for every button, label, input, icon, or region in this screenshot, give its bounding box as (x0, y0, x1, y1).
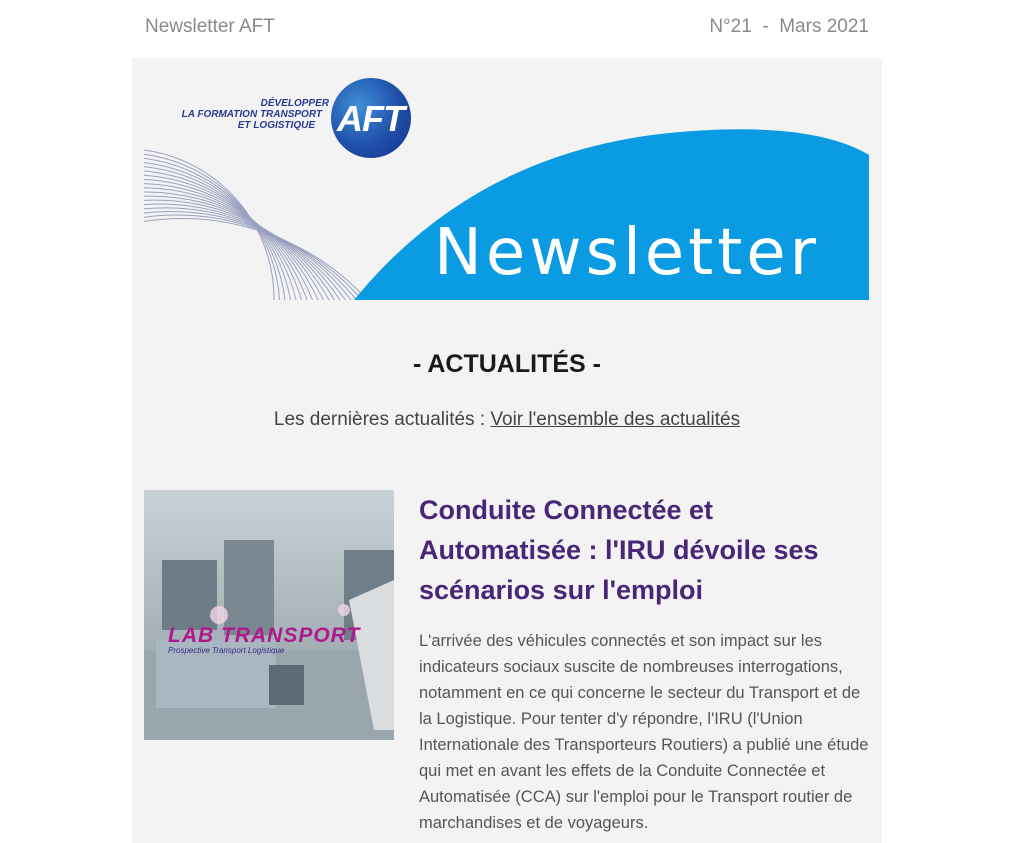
arc-line (144, 212, 357, 300)
intro-text: Les dernières actualités : (273, 409, 491, 430)
section-title: - ACTUALITÉS - (413, 350, 601, 378)
lab-transport-subtitle: Prospective Transport Logistique (168, 646, 285, 655)
newsletter-banner[interactable] (144, 58, 869, 300)
tagline-line-1: DÉVELOPPER (260, 98, 329, 109)
tagline-line-2: LA FORMATION TRANSPORT (181, 109, 322, 120)
aft-logo-text: AFT (337, 98, 404, 139)
article-body: L'arrivée des véhicules connectés et son impact sur les indicateurs sociaux suscite de nombreuses interrogations, notamment en ce qui concerne le secteur du Transport et de la Logistique. Pour tenter d'y répondre, l'IRU (l'Union Internationale des Transporteurs Routiers) a publié une étude qui met en avant les effets de la Conduite Connectée et Automatisée (CCA) sur l'emploi pour le Transport routier de marchandises et de voyageurs. (419, 632, 869, 832)
all-news-link[interactable]: Voir l'ensemble des actualités (490, 409, 741, 430)
banner-arc-lines (144, 150, 368, 300)
logo-tagline (164, 98, 329, 131)
lab-transport-label: LAB TRANSPORT (168, 624, 361, 647)
arc-line (144, 175, 307, 300)
banner-title: Newsletter (434, 216, 820, 290)
newsletter-body (132, 58, 882, 843)
section-intro (132, 409, 882, 431)
arc-line (144, 219, 368, 300)
newsletter-name: Newsletter AFT (145, 16, 275, 37)
arc-line (144, 179, 313, 300)
email-header (132, 0, 882, 58)
article-image[interactable] (144, 490, 394, 740)
article-photo (144, 490, 394, 740)
tagline-line-3: ET LOGISTIQUE (237, 120, 315, 131)
arc-line (144, 215, 362, 300)
article-title[interactable]: Conduite Connectée et Automatisée : l'IRU dévoile ses scénarios sur l'emploi (419, 495, 819, 605)
issue-info: N°21 - Mars 2021 (709, 16, 869, 37)
